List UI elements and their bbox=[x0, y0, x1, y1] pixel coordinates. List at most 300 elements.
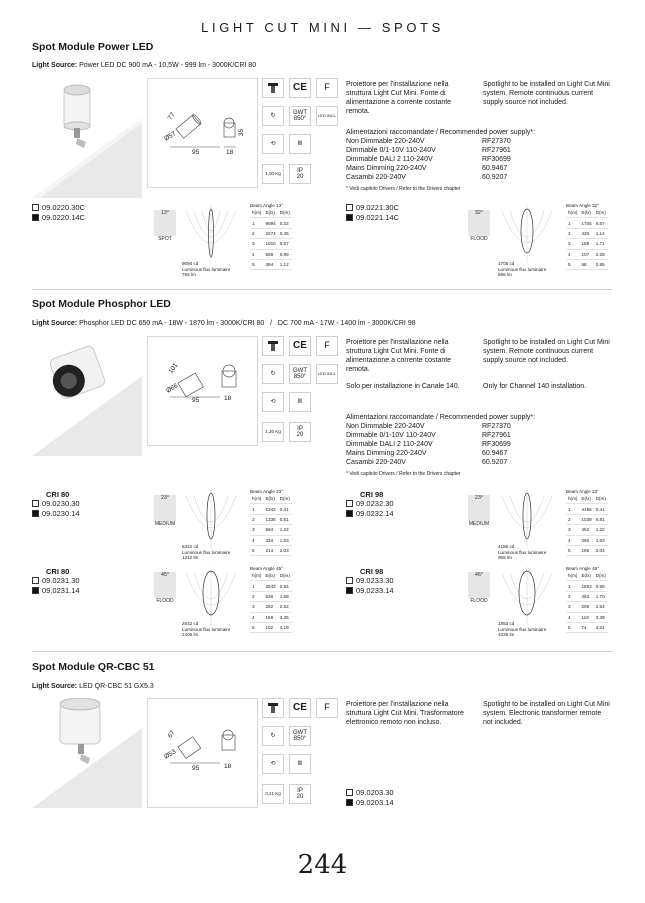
rotation-350-icon: ↻ bbox=[262, 106, 284, 126]
ip-rating-icon bbox=[289, 164, 311, 184]
cell: 2 bbox=[250, 228, 263, 238]
polar-cd: 1853 cd bbox=[498, 621, 515, 626]
polar-cd: 4156 cd bbox=[498, 544, 515, 549]
cell: 2.03 bbox=[278, 545, 292, 555]
table-row bbox=[250, 228, 292, 238]
extra-note-it: Solo per installazione in Canale 140. bbox=[346, 383, 460, 390]
psu-name: Dimmable 0/1-10V 110-240V bbox=[346, 147, 436, 154]
cell: 3 bbox=[566, 602, 579, 612]
illuminance-table bbox=[250, 566, 292, 633]
catalog-header: LIGHT CUT MINI — SPOTS bbox=[201, 20, 444, 35]
beam-type-label: SPOT bbox=[158, 236, 172, 242]
cell: 2.04 bbox=[594, 545, 608, 555]
dim-diameter: Ø66 bbox=[165, 382, 180, 395]
table-row bbox=[250, 622, 292, 632]
psu-name: Dimmable 0/1-10V 110-240V bbox=[346, 432, 436, 439]
polar-chart bbox=[498, 490, 556, 548]
light-source-text: Phosphor LED DC 650 mA - 18W - 1870 lm - 3000K/CRI 80 / DC 700 mA - 17W - 1400 lm - 3000K/CRI 98 bbox=[79, 320, 416, 327]
description-en: Spotlight to be installed on Light Cut Mini system. Electronic transformer remote not included. bbox=[483, 701, 610, 726]
illuminance-table bbox=[566, 489, 608, 556]
dim-height: 35 bbox=[238, 128, 246, 137]
section-title-qr-cbc-51: Spot Module QR-CBC 51 bbox=[32, 661, 155, 673]
cell: 426 bbox=[579, 228, 593, 238]
code: 09.0220.30C bbox=[42, 203, 85, 212]
extra-note-en: Only for Channel 140 installation. bbox=[483, 383, 587, 390]
polar-cd: 2542 cd bbox=[182, 621, 199, 626]
table-row bbox=[250, 602, 292, 612]
ce-mark-icon: CE bbox=[289, 78, 311, 98]
psu-row bbox=[346, 440, 546, 449]
dimension-drawing bbox=[148, 337, 257, 445]
black-swatch bbox=[346, 214, 353, 221]
cell: 1 bbox=[250, 218, 263, 228]
polar-chart bbox=[498, 205, 556, 263]
table-row bbox=[250, 535, 292, 545]
psu-name: Dimmable DALI 2 110-240V bbox=[346, 441, 433, 448]
table-row bbox=[566, 525, 608, 535]
psu-name: Dimmable DALI 2 110-240V bbox=[346, 156, 433, 163]
col-head: E(lx) bbox=[579, 494, 593, 504]
cell: 0.81 bbox=[278, 514, 292, 524]
gwt-850-icon: GWT 850° bbox=[289, 364, 311, 384]
polar-chart bbox=[182, 567, 240, 625]
table-row bbox=[566, 239, 608, 249]
cell: 5 bbox=[566, 259, 579, 269]
description-en: Spotlight to be installed on Light Cut Mini system. Remote continuous current supply source not included. bbox=[483, 339, 610, 364]
light-source-line bbox=[32, 320, 416, 327]
table-row bbox=[250, 239, 292, 249]
section-divider bbox=[32, 289, 612, 290]
dim-diameter: Ø53 bbox=[163, 748, 178, 761]
psu-code: 60.9467 bbox=[482, 165, 508, 172]
cell: 1 bbox=[566, 504, 579, 514]
code-item bbox=[32, 203, 85, 213]
cell: 2.85 bbox=[594, 259, 608, 269]
code-list bbox=[346, 788, 394, 808]
beam-widget bbox=[464, 210, 494, 242]
cell: 2 bbox=[566, 591, 579, 601]
cell: 0.67 bbox=[278, 239, 292, 249]
cell: 463 bbox=[579, 591, 593, 601]
cell: 166 bbox=[579, 545, 593, 555]
cell: 1010 bbox=[263, 239, 277, 249]
dimension-drawing-box bbox=[147, 698, 258, 808]
product-photo-power-led bbox=[32, 78, 142, 198]
beam-value: 45° bbox=[276, 566, 284, 571]
dimension-drawing-box bbox=[147, 78, 258, 188]
white-swatch bbox=[346, 789, 353, 796]
cell: 5 bbox=[250, 545, 263, 555]
code: 09.0230.14 bbox=[42, 509, 80, 518]
beam-type-label: MEDIUM bbox=[154, 521, 176, 527]
psu-row bbox=[346, 164, 546, 173]
track-icon bbox=[262, 78, 284, 98]
col-head: E(lx) bbox=[263, 494, 277, 504]
table-row bbox=[250, 525, 292, 535]
description-it: Proiettore per l'installazione nella struttura Light Cut Mini. Trasformatore elettronico remoto non incluso. bbox=[346, 701, 464, 726]
code: 09.0232.30 bbox=[356, 499, 394, 508]
beam-label: Beam Angle bbox=[566, 203, 591, 208]
black-swatch bbox=[32, 587, 39, 594]
cell: 102 bbox=[263, 622, 277, 632]
photometric-diagram bbox=[498, 567, 560, 643]
ip-rating-icon bbox=[289, 784, 311, 804]
class-iii-icon: Ⅲ bbox=[289, 754, 311, 774]
table-head bbox=[250, 494, 292, 504]
description-en: Spotlight to be installed on Light Cut Mini system. Remote continuous current supply source not included. bbox=[483, 81, 610, 106]
gwt-850-icon: GWT 850° bbox=[289, 726, 311, 746]
ip-label: IP bbox=[297, 167, 303, 174]
white-swatch bbox=[32, 500, 39, 507]
cell: 5 bbox=[250, 622, 263, 632]
table-row bbox=[566, 514, 608, 524]
psu-row bbox=[346, 422, 546, 431]
dim-length: 77 bbox=[166, 111, 177, 122]
psu-code: RF30699 bbox=[482, 441, 511, 448]
psu-name: Non Dimmable 220-240V bbox=[346, 423, 425, 430]
cell: 0.57 bbox=[594, 218, 608, 228]
rotation-350-icon: ↻ bbox=[262, 726, 284, 746]
psu-row bbox=[346, 431, 546, 440]
table-row bbox=[250, 218, 292, 228]
psu-list bbox=[346, 137, 546, 182]
cell: 1.12 bbox=[278, 259, 292, 269]
table-row bbox=[566, 504, 608, 514]
cell: 1705 bbox=[579, 218, 593, 228]
col-head: D(m) bbox=[594, 494, 608, 504]
flux-value: 1406 lm bbox=[182, 632, 199, 637]
table-row bbox=[566, 228, 608, 238]
cell: 2.28 bbox=[594, 249, 608, 259]
beam-value: 32° bbox=[592, 203, 600, 208]
col-head: D(m) bbox=[594, 208, 608, 218]
cell: 2542 bbox=[263, 581, 277, 591]
beam-widget bbox=[150, 210, 180, 242]
section-title-phosphor-led: Spot Module Phosphor LED bbox=[32, 298, 171, 310]
flux-value: 1035 lm bbox=[498, 632, 515, 637]
cell: 1.70 bbox=[594, 591, 608, 601]
weight-icon: 0,21 Kg bbox=[262, 784, 284, 804]
product-photo-phosphor-led bbox=[32, 336, 142, 456]
polar-cd: 1705 cd bbox=[498, 261, 515, 266]
cell: 0.84 bbox=[278, 581, 292, 591]
gwt-850-icon: GWT 850° bbox=[289, 106, 311, 126]
cell: 1 bbox=[250, 581, 263, 591]
psu-title: Alimentazioni raccomandate / Recommended power supply*: bbox=[346, 129, 536, 136]
black-swatch bbox=[32, 510, 39, 517]
class-iii-icon: Ⅲ bbox=[289, 134, 311, 154]
cell: 189 bbox=[579, 239, 593, 249]
black-swatch bbox=[346, 510, 353, 517]
beam-type-label: MEDIUM bbox=[468, 521, 490, 527]
cell: 4 bbox=[566, 535, 579, 545]
cell: 1.14 bbox=[594, 228, 608, 238]
beam-value: 13° bbox=[276, 203, 284, 208]
cell: 159 bbox=[263, 612, 277, 622]
cri-label: CRI 80 bbox=[46, 490, 70, 499]
page-number: 244 bbox=[297, 850, 348, 880]
col-head: D(m) bbox=[278, 571, 292, 581]
rotation-350-icon: ↻ bbox=[262, 364, 284, 384]
cell: 68 bbox=[579, 259, 593, 269]
col-head: E(lx) bbox=[263, 571, 277, 581]
dim-length: 101 bbox=[167, 362, 180, 375]
psu-code: RF27961 bbox=[482, 432, 511, 439]
black-swatch bbox=[32, 214, 39, 221]
section-title-power-led: Spot Module Power LED bbox=[32, 41, 154, 53]
col-head: h(m) bbox=[250, 571, 263, 581]
description-it: Proiettore per l'installazione nella struttura Light Cut Mini. Fonte di alimentazione a corrente costante remota. bbox=[346, 81, 452, 115]
beam-widget bbox=[150, 572, 180, 604]
cri-label: CRI 98 bbox=[360, 567, 384, 576]
beam-value: 23° bbox=[276, 489, 284, 494]
white-swatch bbox=[32, 577, 39, 584]
code-item bbox=[346, 798, 394, 808]
led-included-icon: LED INCL bbox=[316, 364, 338, 384]
beam-angle-badge: 46° bbox=[468, 572, 490, 598]
code: 09.0230.30 bbox=[42, 499, 80, 508]
light-source-label: Light Source: bbox=[32, 320, 78, 327]
cell: 5 bbox=[566, 622, 579, 632]
col-head: h(m) bbox=[250, 494, 263, 504]
cri-label: CRI 98 bbox=[360, 490, 384, 499]
table-row bbox=[250, 591, 292, 601]
beam-value: 23° bbox=[592, 489, 600, 494]
tilt-90-icon: ⟲ bbox=[262, 754, 284, 774]
table-row bbox=[566, 218, 608, 228]
code-item bbox=[346, 203, 399, 213]
code-list bbox=[346, 203, 399, 223]
ip-label: IP bbox=[297, 425, 303, 432]
dim-depth: 18 bbox=[226, 149, 234, 156]
cell: 4 bbox=[250, 612, 263, 622]
cell: 214 bbox=[263, 545, 277, 555]
col-head: E(lx) bbox=[263, 208, 277, 218]
cri-label: CRI 80 bbox=[46, 567, 70, 576]
illuminance-table bbox=[250, 203, 292, 270]
cell: 3.35 bbox=[278, 612, 292, 622]
beam-type-label: FLOOD bbox=[470, 598, 488, 604]
description-it: Proiettore per l'installazione nella struttura Light Cut Mini. Fonte di alimentazione a corrente costante remota. bbox=[346, 339, 452, 373]
psu-row bbox=[346, 137, 546, 146]
psu-code: 60.9207 bbox=[482, 174, 508, 181]
flux-label: Luminous flux luminaire bbox=[498, 267, 547, 272]
dim-depth: 18 bbox=[224, 395, 232, 402]
beam-widget bbox=[464, 495, 494, 527]
cell: 364 bbox=[263, 259, 277, 269]
cell: 260 bbox=[579, 535, 593, 545]
ce-mark-icon: CE bbox=[289, 336, 311, 356]
cell: 0.22 bbox=[278, 218, 292, 228]
beam-value: 46° bbox=[592, 566, 600, 571]
cell: 1.63 bbox=[594, 535, 608, 545]
cell: 5 bbox=[250, 259, 263, 269]
flux-label: Luminous flux luminaire bbox=[182, 627, 231, 632]
beam-angle-badge: 45° bbox=[154, 572, 176, 598]
cell: 3 bbox=[566, 239, 579, 249]
psu-row bbox=[346, 155, 546, 164]
ip-rating-icon bbox=[289, 422, 311, 442]
dimension-drawing-box bbox=[147, 336, 258, 446]
table-row bbox=[566, 612, 608, 622]
psu-code: RF30699 bbox=[482, 156, 511, 163]
white-swatch bbox=[346, 500, 353, 507]
flux-value: 965 lm bbox=[498, 555, 512, 560]
cell: 2 bbox=[250, 514, 263, 524]
psu-row bbox=[346, 458, 546, 467]
table-row bbox=[566, 535, 608, 545]
code: 09.0220.14C bbox=[42, 213, 85, 222]
cell: 2 bbox=[250, 591, 263, 601]
beam-type-label: FLOOD bbox=[470, 236, 488, 242]
table-row bbox=[250, 545, 292, 555]
light-source-line bbox=[32, 683, 154, 690]
table-row bbox=[250, 514, 292, 524]
cell: 1.63 bbox=[278, 535, 292, 545]
tilt-90-icon: ⟲ bbox=[262, 134, 284, 154]
f-mark-icon: F bbox=[316, 78, 338, 98]
table-row bbox=[566, 249, 608, 259]
cell: 3 bbox=[566, 525, 579, 535]
beam-label: Beam Angle bbox=[250, 566, 275, 571]
cell: 2 bbox=[566, 228, 579, 238]
beam-label: Beam Angle bbox=[250, 203, 275, 208]
cell: 3 bbox=[250, 525, 263, 535]
psu-row bbox=[346, 146, 546, 155]
black-swatch bbox=[346, 799, 353, 806]
flux-value: 755 lm bbox=[182, 272, 196, 277]
table-head bbox=[250, 208, 292, 218]
cell: 1 bbox=[566, 581, 579, 591]
cell: 3.39 bbox=[594, 612, 608, 622]
light-source-text: Power LED DC 900 mA - 10,5W - 999 lm - 3000K/CRI 80 bbox=[79, 62, 257, 69]
cell: 2.54 bbox=[594, 602, 608, 612]
ip-value: 20 bbox=[296, 794, 304, 800]
variant-cri80-flood bbox=[32, 567, 80, 596]
cell: 9094 bbox=[263, 218, 277, 228]
cell: 594 bbox=[263, 525, 277, 535]
light-source-text: LED QR-CBC 51 GX5.3 bbox=[79, 683, 154, 690]
cell: 1.22 bbox=[594, 525, 608, 535]
col-head: h(m) bbox=[566, 494, 579, 504]
code: 09.0231.14 bbox=[42, 586, 80, 595]
beam-angle-badge: 32° bbox=[468, 210, 490, 236]
cell: 0.45 bbox=[278, 228, 292, 238]
beam-angle-badge: 23° bbox=[468, 495, 490, 521]
ip-label: IP bbox=[297, 787, 303, 794]
code-item bbox=[346, 213, 399, 223]
table-row bbox=[250, 612, 292, 622]
dim-width: 95 bbox=[192, 397, 200, 404]
photometric-diagram bbox=[182, 490, 244, 566]
code: 09.0231.30 bbox=[42, 576, 80, 585]
photometric-diagram bbox=[182, 205, 244, 281]
psu-name: Mains Dimming 220-240V bbox=[346, 165, 427, 172]
cell: 1 bbox=[566, 218, 579, 228]
code: 09.0233.30 bbox=[356, 576, 394, 585]
beam-label: Beam Angle bbox=[566, 566, 591, 571]
col-head: D(m) bbox=[594, 571, 608, 581]
cell: 4.19 bbox=[278, 622, 292, 632]
cell: 1 bbox=[250, 504, 263, 514]
psu-row bbox=[346, 173, 546, 182]
table-row bbox=[566, 591, 608, 601]
photometric-diagram bbox=[498, 490, 560, 566]
flux-label: Luminous flux luminaire bbox=[498, 627, 547, 632]
psu-list bbox=[346, 422, 546, 467]
beam-label: Beam Angle bbox=[566, 489, 591, 494]
polar-cd: 5342 cd bbox=[182, 544, 199, 549]
cell: 4 bbox=[566, 612, 579, 622]
illuminance-table bbox=[250, 489, 292, 556]
cell: 3 bbox=[250, 239, 263, 249]
illuminance-table bbox=[566, 203, 608, 270]
cell: 0.41 bbox=[594, 504, 608, 514]
beam-angle-badge: 23° bbox=[154, 495, 176, 521]
cell: 74 bbox=[579, 622, 593, 632]
table-head bbox=[566, 571, 608, 581]
cell: 1039 bbox=[579, 514, 593, 524]
code-item bbox=[346, 788, 394, 798]
psu-code: RF27961 bbox=[482, 147, 511, 154]
psu-code: 60.9207 bbox=[482, 459, 508, 466]
col-head: E(lx) bbox=[579, 571, 593, 581]
cell: 5342 bbox=[263, 504, 277, 514]
beam-label: Beam Angle bbox=[250, 489, 275, 494]
cell: 4 bbox=[250, 249, 263, 259]
polar-chart bbox=[182, 490, 240, 548]
col-head: D(m) bbox=[278, 494, 292, 504]
code: 09.0203.14 bbox=[356, 798, 394, 807]
cell: 206 bbox=[579, 602, 593, 612]
dim-width: 95 bbox=[192, 765, 200, 772]
table-row bbox=[566, 581, 608, 591]
psu-code: RF27370 bbox=[482, 423, 511, 430]
table-head bbox=[566, 494, 608, 504]
table-row bbox=[250, 581, 292, 591]
psu-code: RF27370 bbox=[482, 138, 511, 145]
cell: 0.89 bbox=[278, 249, 292, 259]
psu-note: * Vedi capitolo Drivers / Refer to the Drivers chapter bbox=[346, 471, 461, 477]
col-head: E(lx) bbox=[579, 208, 593, 218]
cell: 2274 bbox=[263, 228, 277, 238]
white-swatch bbox=[32, 204, 39, 211]
section-divider bbox=[32, 651, 612, 652]
track-icon bbox=[262, 698, 284, 718]
tilt-90-icon: ⟲ bbox=[262, 392, 284, 412]
cell: 4 bbox=[566, 249, 579, 259]
cell: 568 bbox=[263, 249, 277, 259]
cell: 4156 bbox=[579, 504, 593, 514]
cell: 2 bbox=[566, 514, 579, 524]
cell: 107 bbox=[579, 249, 593, 259]
beam-widget bbox=[150, 495, 180, 527]
white-swatch bbox=[346, 577, 353, 584]
psu-row bbox=[346, 449, 546, 458]
cell: 3 bbox=[250, 602, 263, 612]
code: 09.0221.14C bbox=[356, 213, 399, 222]
photometric-diagram bbox=[182, 567, 244, 643]
col-head: h(m) bbox=[250, 208, 263, 218]
variant-cri98-medium bbox=[346, 490, 394, 519]
photometric-diagram bbox=[498, 205, 560, 281]
table-row bbox=[566, 602, 608, 612]
table-head bbox=[566, 208, 608, 218]
flux-value: 666 lm bbox=[498, 272, 512, 277]
col-head: D(m) bbox=[278, 208, 292, 218]
cell: 0.41 bbox=[278, 504, 292, 514]
weight-icon: 1,00 Kg bbox=[262, 164, 284, 184]
